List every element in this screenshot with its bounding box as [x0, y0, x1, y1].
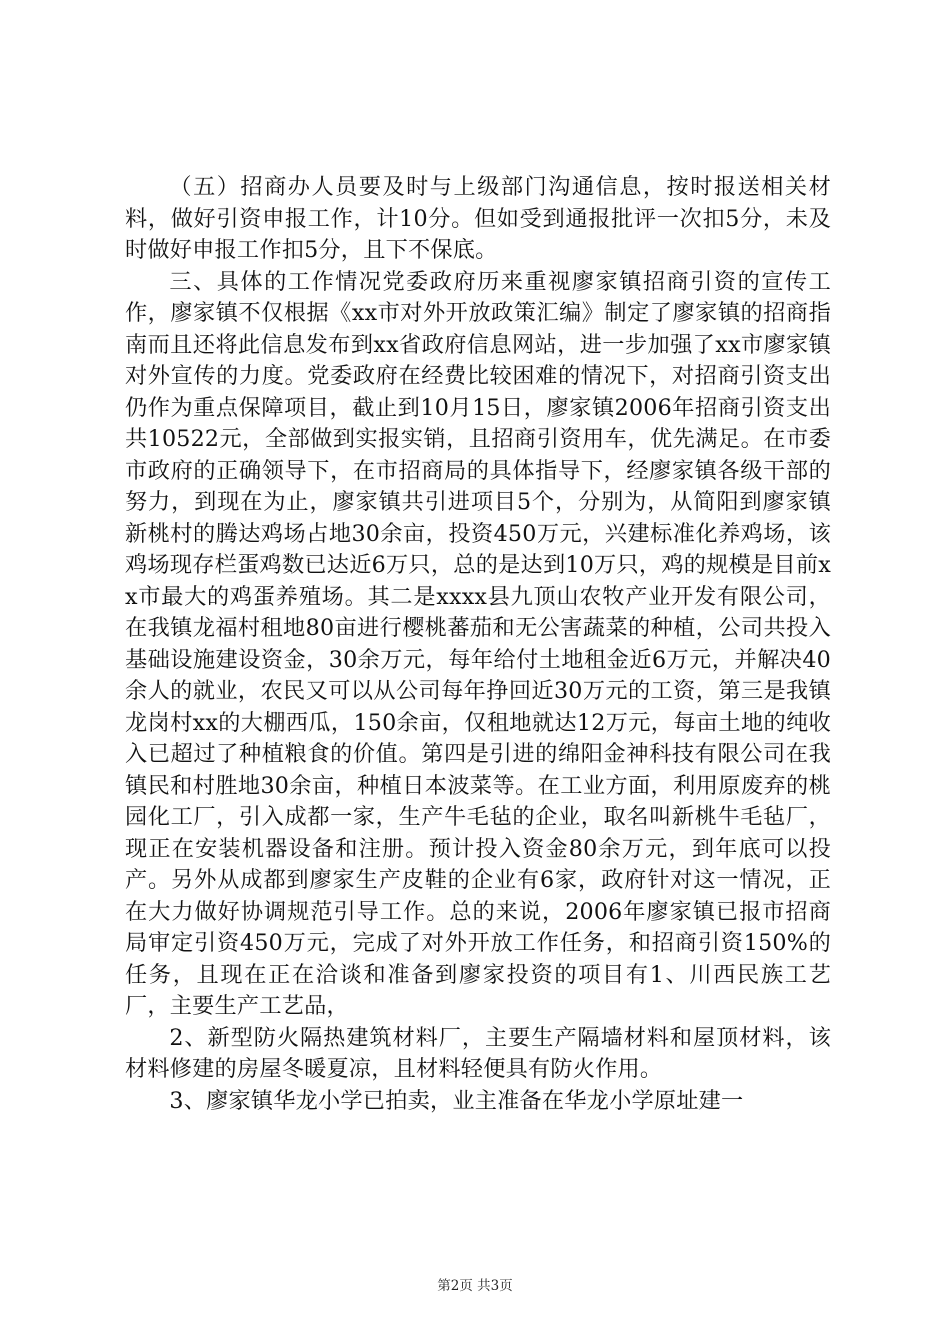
paragraph-project-3: 3、廖家镇华龙小学已拍卖，业主准备在华龙小学原址建一	[169, 1087, 744, 1114]
paragraph-item-5-reporting: （五）招商办人员要及时与上级部门沟通信息，按时报送相关材料，做好引资申报工作，计10分。但如受到通报批评一次扣5分，未及时做好申报工作扣5分，且下不保底。	[125, 174, 831, 263]
page-number-footer: 第2页 共3页	[437, 1278, 513, 1294]
document-body	[125, 172, 831, 1117]
paragraph-work-situation: 三、具体的工作情况党委政府历来重视廖家镇招商引资的宣传工作，廖家镇不仅根据《xx市对外开放政策汇编》制定了廖家镇的招商指南而且还将此信息发布到xx省政府信息网站，进一步加强了xx市廖家镇对外宣传的力度。党委政府在经费比较困难的情况下，对招商引资支出仍作为重点保障项目，截止到10月15日，廖家镇2006年招商引资支出共10522元，全部做到实报实销，且招商引资用车，优先满足。在市委市政府的正确领导下，在市招商局的具体指导下，经廖家镇各级干部的努力，到现在为止，廖家镇共引进项目5个，分别为，从简阳到廖家镇新桃村的腾达鸡场占地30余亩，投资450万元，兴建标准化养鸡场，该鸡场现存栏蛋鸡数已达近6万只，总的是达到10万只，鸡的规模是目前xx市最大的鸡蛋养殖场。其二是xxxx县九顶山农牧产业开发有限公司，在我镇龙福村租地80亩进行樱桃蕃茄和无公害蔬菜的种植，公司共投入基础设施建设资金，30余万元，每年给付土地租金近6万元，并解决40余人的就业，农民又可以从公司每年挣回近30万元的工资，第三是我镇龙岗村xx的大棚西瓜，150余亩，仅租地就达12万元，每亩土地的纯收入已超过了种植粮食的价值。第四是引进的绵阳金神科技有限公司在我镇民和村胜地30余亩，种植日本波菜等。在工业方面，利用原废弃的桃园化工厂，引入成都一家，生产牛毛毡的企业，取名叫新桃牛毛毡厂，现正在安装机器设备和注册。预计投入资金80余万元，到年底可以投产。另外从成都到廖家生产皮鞋的企业有6家，政府针对这一情况，正在大力做好协调规范引导工作。总的来说，2006年廖家镇已报市招商局审定引资450万元，完成了对外开放工作任务，和招商引资150%的任务，且现在正在洽谈和准备到廖家投资的项目有1、川西民族工艺厂，主要生产工艺品，	[125, 268, 831, 1019]
paragraph-project-2: 2、新型防火隔热建筑材料厂，主要生产隔墙材料和屋顶材料，该材料修建的房屋冬暖夏凉，且材料轻便具有防火作用。	[125, 1024, 831, 1082]
